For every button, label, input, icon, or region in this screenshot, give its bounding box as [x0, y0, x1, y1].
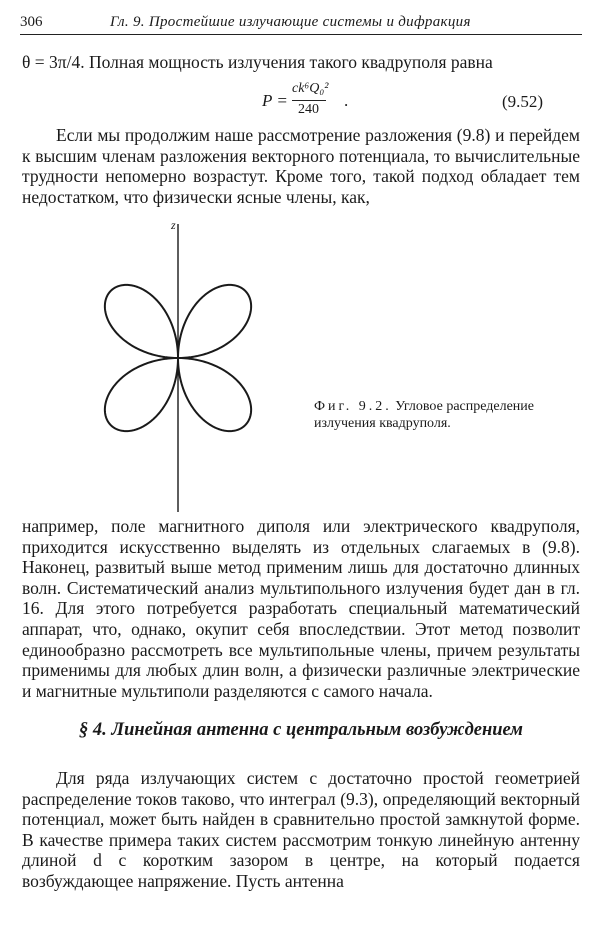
figure-caption-text: Угловое распределение излучения квадруполя.	[314, 399, 535, 431]
intro-line: θ = 3π/4. Полная мощность излучения такого квадруполя равна	[22, 52, 493, 72]
running-title: Гл. 9. Простейшие излучающие системы и дифракция	[110, 14, 471, 30]
paragraph-2: например, поле магнитного диполя или электрического квадруполя, приходится искусственно выделять из отдельных слагаемых в (9.8). Наконец, развитый выше метод применим лишь для достаточно длинных волн. Систематический анализ мультипольного излучения будет дан в гл. 16. Для этого потребуется разработать специальный математический аппарат, что, однако, окупит себя впоследствии. Этот метод позволит единообразно рассмотреть все мультипольные члены, причем результаты применимы для любых длин волн, а физически различные электрические и магнитные мультиполи разделяются с самого начала.	[22, 516, 580, 701]
formula-period: .	[344, 91, 349, 110]
section-heading: § 4. Линейная антенна с центральным возбуждением	[79, 720, 523, 740]
formula-numerator: ck⁶Q₀²	[292, 81, 329, 96]
fraction-bar	[292, 100, 326, 101]
formula-lhs: P =	[262, 91, 288, 110]
running-header	[20, 10, 582, 35]
figure-caption-lead: Фиг. 9.2.	[314, 399, 392, 414]
formula-9-52	[262, 81, 372, 121]
z-axis-label: z	[171, 218, 176, 232]
figure-caption	[314, 398, 584, 432]
page-number: 306	[20, 14, 43, 30]
paragraph-1: Если мы продолжим наше рассмотрение разложения (9.8) и перейдем к высшим членам разложения векторного потенциала, то вычислительные трудности непомерно возрастут. Кроме того, такой подход обладает тем недостатком, что физически ясные члены, как,	[22, 125, 580, 207]
quadrupole-radiation-pattern	[92, 212, 302, 512]
paragraph-3: Для ряда излучающих систем с достаточно простой геометрией распределение токов таково, что интеграл (9.3), определяющий векторный потенциал, может быть найден в сравнительно простой замкнутой форме. В качестве примера таких систем рассмотрим тонкую линейную антенну длиной d с коротким зазором в центре, на который подается возбуждающее напряжение. Пусть антенна	[22, 768, 580, 891]
formula-denominator: 240	[298, 102, 319, 117]
equation-number: (9.52)	[502, 92, 544, 111]
